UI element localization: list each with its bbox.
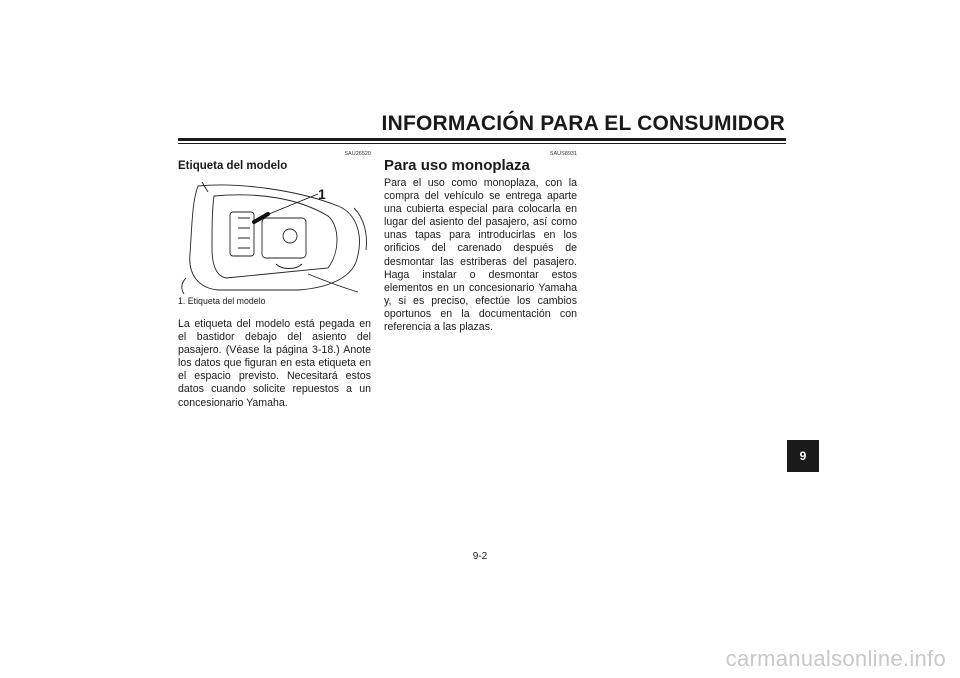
chapter-tab: 9 <box>787 440 819 472</box>
model-label-figure <box>178 178 371 296</box>
left-column <box>178 150 371 410</box>
header-rule <box>178 138 786 141</box>
section-heading-model-label: Etiqueta del modelo <box>178 160 288 172</box>
figure-callout-number: 1 <box>318 186 326 202</box>
header-rule-thin <box>178 143 786 144</box>
right-column <box>384 150 577 334</box>
single-seat-paragraph: Para el uso como monoplaza, con la compra del vehículo se entrega aparte una cubierta especial para colocarla en lugar del asiento del pasajero, así como unas tapas para introducirlas en los orificios del carenado después de desmontar las estriberas del pasajero. Haga instalar o desmontar estos elementos en un concesionario Yamaha y, si es preciso, efectúe los cambios oportunos en la documentación con referencia a las plazas. <box>384 177 577 334</box>
page-number: 9-2 <box>472 551 488 562</box>
section-code: SAUS8931 <box>549 151 577 157</box>
section-code: SAU26520 <box>344 151 371 157</box>
figure-caption: 1. Etiqueta del modelo <box>178 296 266 306</box>
seat-compartment-illustration-icon <box>178 178 371 296</box>
section-heading-single-seat: Para uso monoplaza <box>384 157 530 174</box>
model-label-paragraph: La etiqueta del modelo está pegada en el bastidor debajo del asiento del pasajero. (Véase la página 3-18.) Anote los datos que figuran en esta etiqueta en el espacio previsto. Necesitará estos datos cuando solicite repuestos a un concesionario Yamaha. <box>178 318 371 409</box>
page-title: INFORMACIÓN PARA EL CONSUMIDOR <box>381 112 785 135</box>
watermark-text: carmanualsonline.info <box>725 646 946 671</box>
